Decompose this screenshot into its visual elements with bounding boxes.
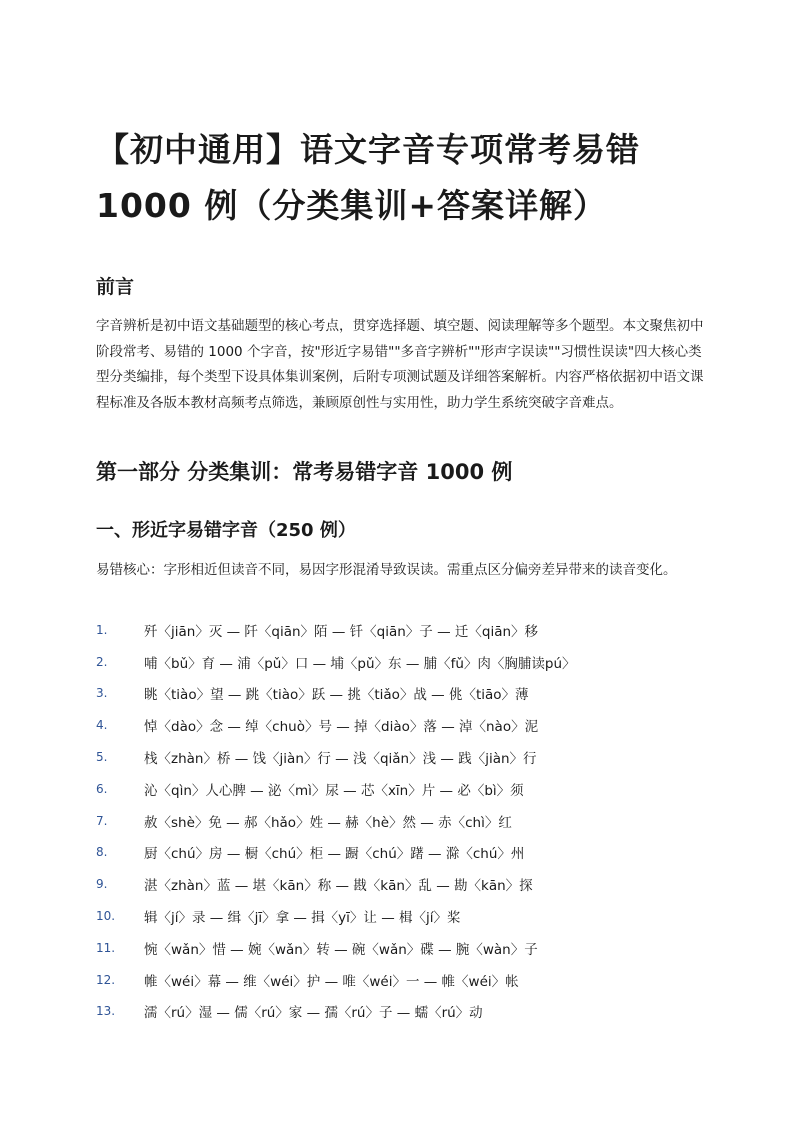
word-list xyxy=(96,614,716,1027)
item-number: 13. xyxy=(96,1004,116,1019)
document-title: 【初中通用】语文字音专项常考易错1000 例（分类集训+答案详解） xyxy=(96,130,640,225)
preface-paragraph: 字音辨析是初中语文基础题型的核心考点，贯穿选择题、填空题、阅读理解等多个题型。本文聚焦初中阶段常考、易错的 1000 个字音，按"形近字易错""多音字辨析""形声字误读""习惯性误读"四大核心类型分类编排，每个类型下设具体集训案例，后附专项测试题及详细答案解析。内容严格依据初中语文课程标准及各版本教材高频考点筛选，兼顾原创性与实用性，助力学生系统突破字音难点。 xyxy=(96,318,704,411)
preface-heading: 前言 xyxy=(96,276,135,298)
item-number: 12. xyxy=(96,972,116,987)
item-text: 厨〈chú〉房 — 橱〈chú〉柜 — 蹰〈chú〉躇 — 滁〈chú〉州 xyxy=(144,846,525,863)
item-number: 9. xyxy=(96,877,108,892)
part-heading: 第一部分 分类集训：常考易错字音 1000 例 xyxy=(96,460,513,484)
item-number: 5. xyxy=(96,750,108,765)
item-text: 沁〈qìn〉人心脾 — 泌〈mì〉尿 — 芯〈xīn〉片 — 必〈bì〉须 xyxy=(144,782,524,799)
item-text: 湛〈zhàn〉蓝 — 堪〈kān〉称 — 戡〈kān〉乱 — 勘〈kān〉探 xyxy=(144,878,533,895)
item-number: 8. xyxy=(96,845,108,860)
item-text: 辑〈jí〉录 — 缉〈jī〉拿 — 揖〈yī〉让 — 楫〈jí〉桨 xyxy=(144,910,461,927)
item-text: 哺〈bǔ〉育 — 浦〈pǔ〉口 — 埔〈pǔ〉东 — 脯〈fǔ〉肉〈胸脯读pú〉 xyxy=(144,655,576,672)
item-number: 4. xyxy=(96,718,108,733)
item-text: 帷〈wéi〉幕 — 维〈wéi〉护 — 唯〈wéi〉一 — 帷〈wéi〉帐 xyxy=(144,973,519,990)
list-item xyxy=(96,932,716,964)
item-text: 歼〈jiān〉灭 — 阡〈qiān〉陌 — 钎〈qiān〉子 — 迁〈qiān〉移 xyxy=(144,623,539,640)
list-item xyxy=(96,837,716,869)
item-number: 1. xyxy=(96,622,108,637)
item-number: 6. xyxy=(96,781,108,796)
list-item xyxy=(96,964,716,996)
item-text: 濡〈rú〉湿 — 儒〈rú〉家 — 孺〈rú〉子 — 蠕〈rú〉动 xyxy=(144,1005,483,1022)
list-item xyxy=(96,614,716,646)
list-item xyxy=(96,646,716,678)
section-core-note: 易错核心：字形相近但读音不同，易因字形混淆导致误读。需重点区分偏旁差异带来的读音变化。 xyxy=(96,562,677,578)
list-item xyxy=(96,709,716,741)
item-text: 悼〈dào〉念 — 绰〈chuò〉号 — 掉〈diào〉落 — 淖〈nào〉泥 xyxy=(144,719,539,736)
list-item xyxy=(96,868,716,900)
item-text: 眺〈tiào〉望 — 跳〈tiào〉跃 — 挑〈tiǎo〉战 — 佻〈tiāo〉薄 xyxy=(144,687,529,704)
list-item xyxy=(96,741,716,773)
list-item xyxy=(96,900,716,932)
item-text: 栈〈zhàn〉桥 — 饯〈jiàn〉行 — 浅〈qiǎn〉浅 — 践〈jiàn〉行 xyxy=(144,751,537,768)
item-number: 2. xyxy=(96,654,108,669)
item-number: 7. xyxy=(96,813,108,828)
section-heading: 一、形近字易错字音（250 例） xyxy=(96,520,356,541)
list-item xyxy=(96,678,716,710)
item-text: 赦〈shè〉免 — 郝〈hǎo〉姓 — 赫〈hè〉然 — 赤〈chì〉红 xyxy=(144,814,512,831)
item-text: 惋〈wǎn〉惜 — 婉〈wǎn〉转 — 碗〈wǎn〉碟 — 腕〈wàn〉子 xyxy=(144,941,538,958)
item-number: 3. xyxy=(96,686,108,701)
item-number: 10. xyxy=(96,909,116,924)
list-item xyxy=(96,773,716,805)
list-item xyxy=(96,996,716,1028)
list-item xyxy=(96,805,716,837)
item-number: 11. xyxy=(96,940,116,955)
